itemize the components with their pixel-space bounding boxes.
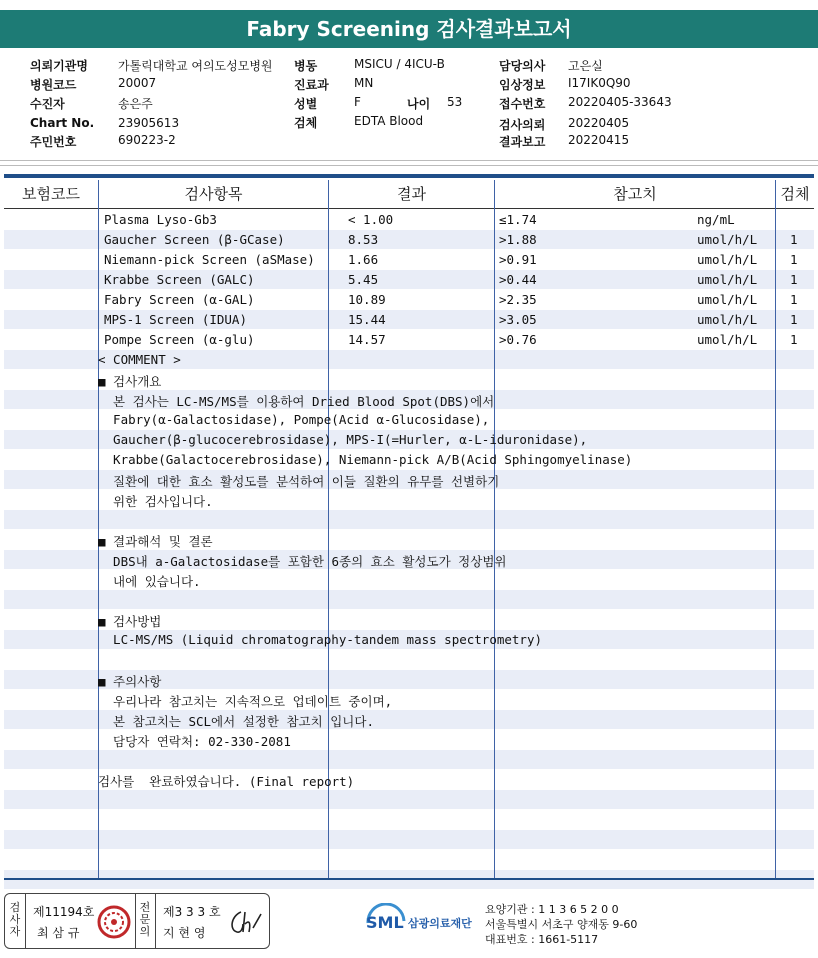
doctor-value: 고은실	[568, 59, 603, 73]
test-unit: ng/mL	[697, 212, 735, 227]
test-unit: umol/h/L	[697, 312, 758, 327]
dept-label: 진료과	[294, 78, 329, 92]
col-header-code: 보험코드	[22, 185, 80, 203]
test-item-name: Niemann-pick Screen (aSMase)	[104, 252, 315, 267]
test-specimen-count: 1	[790, 332, 798, 347]
row-stripe	[4, 790, 814, 809]
test-unit: umol/h/L	[697, 272, 758, 287]
comment-line: ■ 결과해석 및 결론	[98, 534, 213, 549]
test-item-name: Pompe Screen (α-glu)	[104, 332, 255, 347]
request-value: 20220405	[568, 116, 630, 130]
row-stripe	[4, 750, 814, 769]
test-result-value: 15.44	[348, 312, 386, 327]
report-title: Fabry Screening 검사결과보고서	[0, 10, 818, 48]
comment-line: Gaucher(β-glucocerebrosidase), MPS-I(=Hurler, α-L-iduronidase),	[98, 432, 588, 447]
test-result-value: 5.45	[348, 272, 379, 287]
examiner-seal-icon	[97, 905, 131, 939]
sml-logo-text: SML	[366, 913, 404, 932]
col-header-item: 검사항목	[184, 185, 243, 203]
col-header-reference: 참고치	[613, 185, 657, 203]
test-unit: umol/h/L	[697, 332, 758, 347]
ward-label: 병동	[294, 59, 318, 73]
header-divider	[0, 160, 818, 161]
test-specimen-count: 1	[790, 292, 798, 307]
request-label: 검사의뢰	[499, 118, 546, 132]
signature-box	[4, 893, 270, 949]
test-result-value: 14.57	[348, 332, 386, 347]
comment-line: 본 검사는 LC-MS/MS를 이용하여 Dried Blood Spot(DBS)에서	[98, 394, 495, 409]
report-label: 결과보고	[499, 135, 546, 149]
resident-value: 690223-2	[118, 133, 176, 147]
care-institution-no: 요양기관 : 1 1 3 6 5 2 0 0	[485, 903, 619, 916]
comment-line: < COMMENT >	[98, 352, 181, 367]
clinical-value: I17IK0Q90	[568, 76, 631, 90]
test-reference-range: >3.05	[499, 312, 537, 327]
org-name: 삼광의료재단	[408, 917, 472, 930]
examiner-license: 제11194호	[33, 905, 95, 919]
col-header-specimen: 검체	[780, 185, 810, 203]
comment-line: DBS내 a-Galactosidase를 포함한 6종의 효소 활성도가 정상범위	[98, 554, 507, 569]
comment-line: Fabry(α-Galactosidase), Pompe(Acid α-Glucosidase),	[98, 412, 490, 427]
test-result-value: 8.53	[348, 232, 379, 247]
comment-line: 내에 있습니다.	[98, 574, 201, 589]
org-phone: 대표번호 : 1661-5117	[485, 933, 599, 946]
sex-value: F	[354, 95, 361, 109]
comment-line: ■ 주의사항	[98, 674, 162, 689]
test-reference-range: >0.44	[499, 272, 537, 287]
receipt-value: 20220405-33643	[568, 95, 672, 109]
test-item-name: Gaucher Screen (β-GCase)	[104, 232, 285, 247]
clinical-label: 임상정보	[499, 78, 546, 92]
sml-logo	[366, 903, 406, 943]
examiner-name: 최 삼 규	[37, 926, 80, 940]
resident-label: 주민번호	[30, 135, 77, 149]
comment-line: 검사를 완료하였습니다. (Final report)	[98, 774, 355, 789]
row-stripe	[4, 830, 814, 849]
test-reference-range: >0.76	[499, 332, 537, 347]
test-specimen-count: 1	[790, 312, 798, 327]
signature-icon	[227, 908, 263, 936]
specialist-license: 제3 3 3 호	[163, 905, 221, 919]
test-reference-range: >2.35	[499, 292, 537, 307]
comment-line: 우리나라 참고치는 지속적으로 업데이트 중이며,	[98, 694, 393, 709]
test-specimen-count: 1	[790, 272, 798, 287]
dept-value: MN	[354, 76, 374, 90]
test-item-name: Krabbe Screen (GALC)	[104, 272, 255, 287]
test-unit: umol/h/L	[697, 232, 758, 247]
examiner-label: 검사자	[9, 901, 21, 938]
institution-value: 가톨릭대학교 여의도성모병원	[118, 59, 273, 73]
age-label: 나이	[407, 97, 431, 111]
specimen-label: 검체	[294, 116, 318, 130]
comment-line: 위한 검사입니다.	[98, 494, 213, 509]
grid-line	[775, 180, 776, 878]
comment-line: ■ 검사방법	[98, 614, 162, 629]
comment-line: 본 참고치는 SCL에서 설정한 참고치 입니다.	[98, 714, 374, 729]
specimen-value: EDTA Blood	[354, 114, 424, 128]
hospital-code-label: 병원코드	[30, 78, 77, 92]
age-value: 53	[447, 95, 463, 109]
test-unit: umol/h/L	[697, 252, 758, 267]
sex-label: 성별	[294, 97, 318, 111]
patient-label: 수진자	[30, 97, 65, 111]
hospital-code-value: 20007	[118, 76, 157, 90]
receipt-label: 접수번호	[499, 97, 546, 111]
test-result-value: < 1.00	[348, 212, 394, 227]
comment-line: 질환에 대한 효소 활성도를 분석하여 이들 질환의 유무를 선별하기	[98, 474, 500, 489]
row-stripe	[4, 510, 814, 529]
test-reference-range: >0.91	[499, 252, 537, 267]
grid-line	[494, 180, 495, 878]
patient-value: 송은주	[118, 97, 153, 111]
row-stripe	[4, 590, 814, 609]
test-specimen-count: 1	[790, 252, 798, 267]
doctor-label: 담당의사	[499, 59, 546, 73]
test-result-value: 1.66	[348, 252, 379, 267]
col-header-result: 결과	[397, 185, 426, 203]
comment-line: ■ 검사개요	[98, 374, 162, 389]
table-bottom-rule	[4, 878, 814, 880]
header-underline	[4, 208, 814, 209]
test-reference-range: >1.88	[499, 232, 537, 247]
chart-value: 23905613	[118, 116, 180, 130]
test-item-name: MPS-1 Screen (IDUA)	[104, 312, 247, 327]
test-reference-range: ≤1.74	[499, 212, 537, 227]
org-address: 서울특별시 서초구 양재동 9-60	[485, 918, 638, 931]
report-value: 20220415	[568, 133, 630, 147]
comment-line: LC-MS/MS (Liquid chromatography-tandem mass spectrometry)	[98, 632, 543, 647]
ward-value: MSICU / 4ICU-B	[354, 57, 445, 71]
table-top-rule	[4, 174, 814, 178]
comment-line: Krabbe(Galactocerebrosidase), Niemann-pick A/B(Acid Sphingomyelinase)	[98, 452, 633, 467]
test-item-name: Plasma Lyso-Gb3	[104, 212, 217, 227]
chart-label: Chart No.	[30, 116, 95, 130]
institution-label: 의뢰기관명	[30, 59, 88, 73]
specialist-name: 지 현 영	[163, 926, 206, 940]
specialist-label: 전문의	[139, 901, 151, 938]
header-divider-2	[0, 165, 818, 166]
test-unit: umol/h/L	[697, 292, 758, 307]
test-specimen-count: 1	[790, 232, 798, 247]
test-result-value: 10.89	[348, 292, 386, 307]
comment-line: 담당자 연락처: 02-330-2081	[98, 734, 291, 749]
test-item-name: Fabry Screen (α-GAL)	[104, 292, 255, 307]
